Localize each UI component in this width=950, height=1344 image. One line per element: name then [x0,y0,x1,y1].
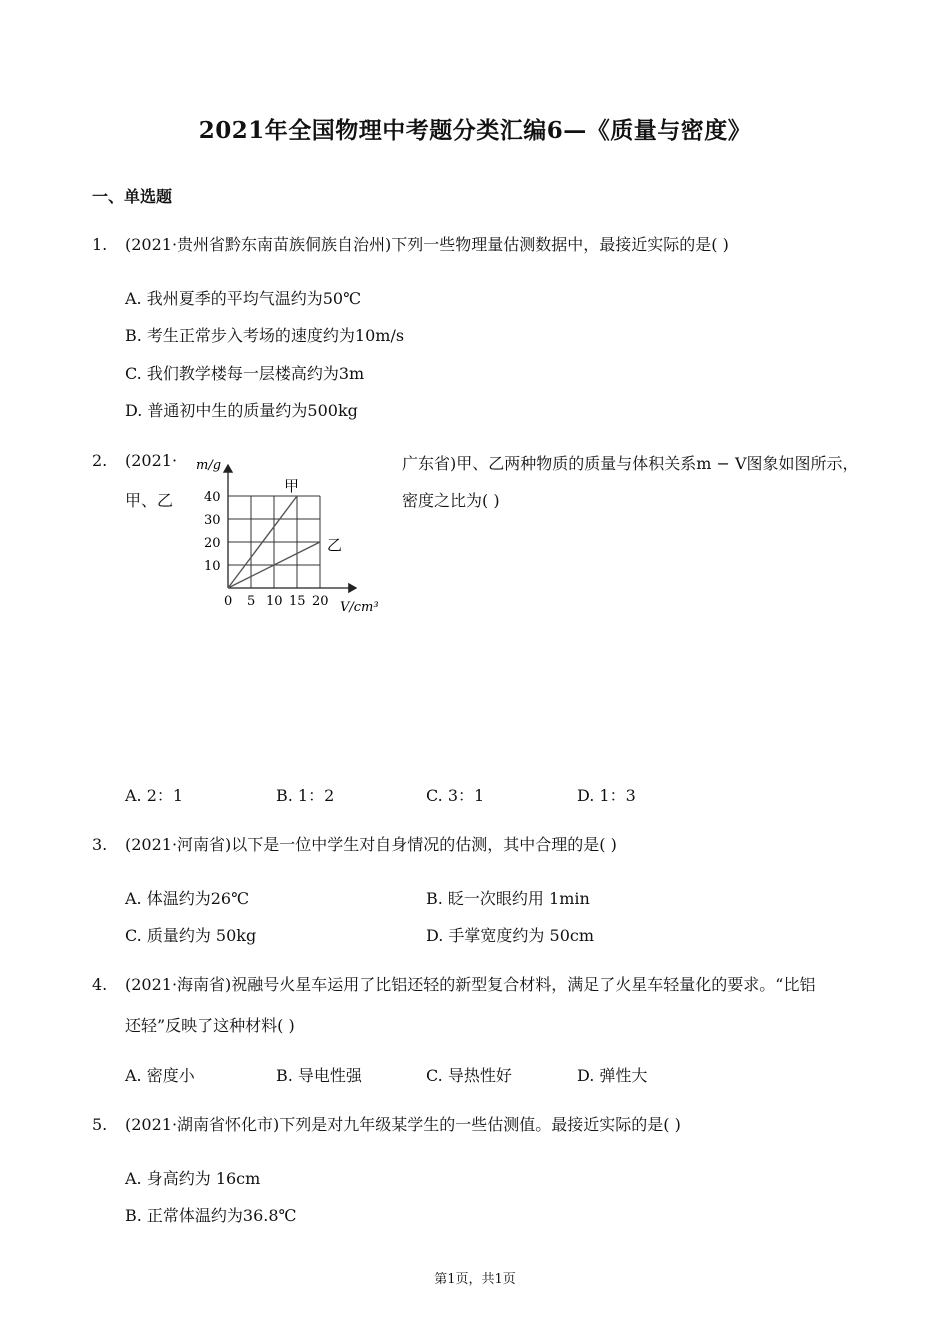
option-b: B. 考生正常步入考场的速度约为10m/s [125,326,405,345]
question-number: 5. [92,1115,108,1134]
y-tick-label: 40 [204,490,221,505]
page-title: 2021年全国物理中考题分类汇编6—《质量与密度》 [198,117,752,144]
option-c: C. 导热性好 [426,1066,512,1085]
chart-series [228,477,342,588]
series-label-1: 乙 [327,536,343,554]
option-d: D. 1：3 [577,786,636,805]
option-c: C. 3：1 [426,786,485,805]
option-c: C. 我们教学楼每一层楼高约为3m [125,364,365,383]
question-stem: (2021·河南省)以下是一位中学生对自身情况的估测，其中合理的是( ) [125,835,617,854]
x-tick-label: 0 [224,594,233,609]
question-stem-line-2: 还轻”反映了这种材料( ) [125,1016,295,1035]
question-number: 4. [92,975,108,994]
page-footer: 第1页，共1页 [434,1272,516,1287]
option-c: C. 质量约为 50kg [125,926,257,945]
question-stem-line-1: (2021·海南省)祝融号火星车运用了比铝还轻的新型复合材料，满足了火星车轻量化的要求。“比铝 [125,975,816,994]
y-tick-label: 10 [204,559,221,574]
question-stem-right-1: 广东省)甲、乙两种物质的质量与体积关系m − V图象如图所示， [402,454,859,473]
y-tick-label: 30 [204,513,221,528]
question-number: 3. [92,835,108,854]
question-stem: (2021·贵州省黔东南苗族侗族自治州)下列一些物理量估测数据中，最接近实际的是( ) [125,235,729,254]
question-stem-left-1: (2021· [125,451,178,470]
x-tick-label: 5 [247,594,256,609]
option-b: B. 导电性强 [276,1066,362,1085]
x-tick-label: 10 [266,594,283,609]
option-b: B. 眨一次眼约用 1min [426,889,590,908]
option-d: D. 弹性大 [577,1066,648,1085]
option-a: A. 体温约为26℃ [125,889,249,908]
option-a: A. 身高约为 16cm [125,1169,261,1188]
x-tick-label: 20 [312,594,329,609]
question-stem: (2021·湖南省怀化市)下列是对九年级某学生的一些估测值。最接近实际的是( ) [125,1115,681,1134]
question-number: 2. [92,451,108,470]
option-a: A. 2：1 [125,786,184,805]
chart-ticks [204,490,329,609]
option-a: A. 密度小 [125,1066,195,1085]
option-b: B. 正常体温约为36.8℃ [125,1206,297,1225]
question-stem-left-2: 甲、乙 [125,491,174,510]
option-d: D. 普通初中生的质量约为500kg [125,401,358,420]
x-axis-label: V/cm³ [340,600,379,615]
option-d: D. 手掌宽度约为 50cm [426,926,595,945]
option-a: A. 我州夏季的平均气温约为50℃ [125,289,361,308]
option-b: B. 1：2 [276,786,335,805]
question-number: 1. [92,235,108,254]
series-label-0: 甲 [284,477,300,495]
question-stem-right-2: 密度之比为( ) [402,491,500,510]
x-tick-label: 15 [289,594,306,609]
y-axis-label: m/g [196,458,222,473]
mass-volume-chart [188,455,398,620]
chart-grid [228,496,320,588]
y-tick-label: 20 [204,536,221,551]
section-heading: 一、单选题 [92,187,173,206]
